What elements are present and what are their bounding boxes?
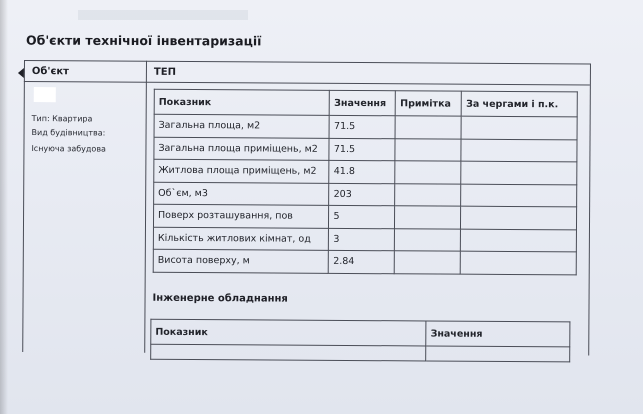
engineering-title: Інженерне обладнання — [152, 292, 288, 305]
note-cell — [395, 228, 461, 251]
redacted-object-id — [34, 87, 56, 102]
value-cell: 41.8 — [329, 160, 395, 183]
frame-divider-line — [144, 61, 147, 353]
stages-cell — [461, 206, 577, 229]
stages-cell — [461, 229, 577, 252]
note-cell — [395, 116, 461, 139]
value-cell: 2.84 — [329, 250, 395, 273]
indicator-cell: Кількість житлових кімнат, од — [153, 227, 329, 251]
note-cell — [395, 251, 461, 274]
tep-header-stages: За чергами і п.к. — [462, 91, 578, 117]
table-row — [154, 159, 577, 184]
note-cell — [395, 206, 461, 229]
value-cell: 71.5 — [329, 115, 395, 138]
engineering-table — [150, 319, 570, 363]
tep-header-row — [154, 89, 577, 117]
indicator-cell: Висота поверху, м — [153, 249, 329, 273]
tep-header-value: Значення — [330, 90, 396, 115]
page-edge-shadow — [0, 0, 8, 414]
table-row — [153, 227, 576, 252]
engineering-header-indicator: Показник — [151, 319, 426, 346]
stages-cell — [461, 251, 577, 274]
table-row — [153, 249, 576, 274]
note-cell — [395, 161, 461, 184]
value-cell: 203 — [329, 183, 395, 206]
value-cell: 71.5 — [329, 138, 395, 161]
tep-header-indicator: Показник — [154, 89, 330, 115]
indicator-cell — [151, 344, 426, 361]
object-type: Тип: Квартира — [31, 114, 93, 124]
value-cell — [426, 346, 570, 362]
indicator-cell: Житлова площа приміщень, м2 — [154, 159, 330, 183]
section-title: Об'єкти технічної інвентаризації — [25, 32, 262, 49]
frame-top-line — [24, 60, 590, 64]
stages-cell — [461, 161, 577, 184]
engineering-header-row — [151, 319, 570, 347]
note-cell — [395, 183, 461, 206]
engineering-header-value: Значення — [426, 321, 570, 347]
table-row — [154, 137, 577, 162]
stages-cell — [461, 184, 577, 207]
build-kind-label: Вид будівництва: — [31, 128, 106, 138]
table-row — [153, 204, 576, 229]
tep-column-header: ТЕП — [153, 66, 176, 78]
frame-right-line — [588, 63, 591, 355]
faded-header-text — [78, 10, 248, 20]
note-cell — [395, 138, 461, 161]
inventory-table — [22, 60, 590, 363]
tep-table — [153, 89, 578, 275]
tep-header-note: Примітка — [396, 91, 462, 116]
table-row — [154, 114, 577, 139]
indicator-cell: Об`єм, м3 — [154, 182, 330, 206]
object-column-header: Об'єкт — [31, 66, 70, 78]
indicator-cell: Загальна площа приміщень, м2 — [154, 137, 330, 161]
table-row — [151, 344, 570, 362]
stages-cell — [461, 116, 577, 139]
engineering-table-wrapper — [150, 319, 570, 363]
value-cell: 5 — [329, 205, 395, 228]
frame-left-line — [22, 60, 25, 352]
frame-header-line — [24, 81, 590, 85]
stages-cell — [461, 139, 577, 162]
table-row — [154, 182, 577, 207]
tep-table-wrapper — [153, 89, 578, 275]
indicator-cell: Загальна площа, м2 — [154, 114, 330, 138]
value-cell: 3 — [329, 228, 395, 251]
build-kind-value: Існуюча забудова — [31, 144, 106, 154]
indicator-cell: Поверх розташування, пов — [153, 204, 329, 228]
